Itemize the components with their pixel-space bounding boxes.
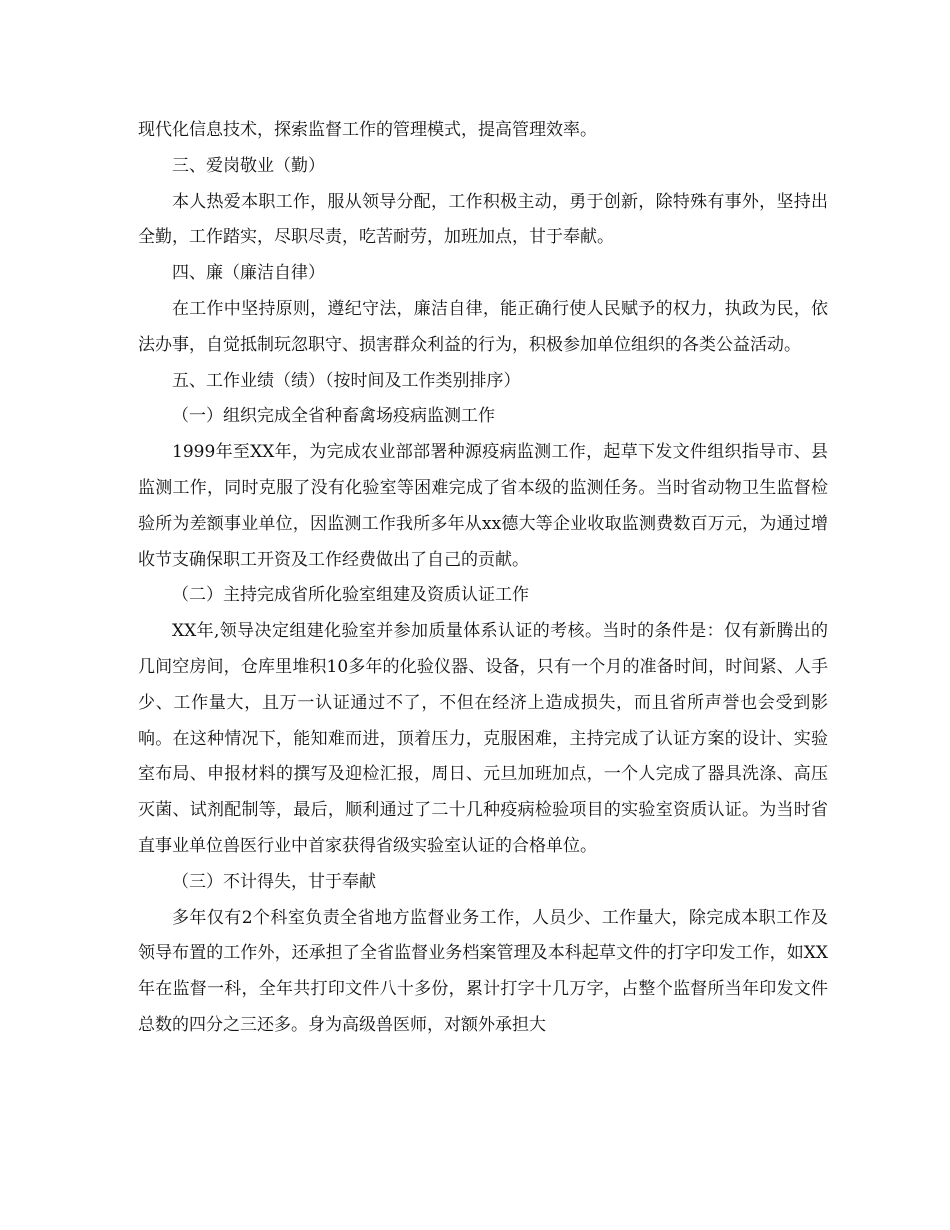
- paragraph-monitoring: 1999年至XX年，为完成农业部部署种源疫病监测工作，起草下发文件组织指导市、县监测工作，同时克服了没有化验室等困难完成了省本级的监测任务。当时省动物卫生监督检验所为差额事业单位，因监测工作我所多年从xx德大等企业收取监测费数百万元，为通过增收节支确保职工开资及工作经费做出了自己的贡献。: [138, 442, 828, 570]
- paragraph-continuation: 现代化信息技术，探索监督工作的管理模式，提高管理效率。: [138, 120, 597, 140]
- paragraph-integrity: 在工作中坚持原则，遵纪守法，廉洁自律，能正确行使人民赋予的权力，执政为民，依法办事，自觉抵制玩忽职守、损害群众利益的行为，积极参加单位组织的各类公益活动。: [138, 298, 828, 355]
- subheading-dedication: （三）不计得失，甘于奉献: [172, 871, 376, 892]
- document-body: [138, 113, 828, 1044]
- paragraph-diligence: 本人热爱本职工作，服从领导分配，工作积极主动，勇于创新，除特殊有事外，坚持出全勤，工作踏实，尽职尽责，吃苦耐劳，加班加点，甘于奉献。: [138, 191, 828, 248]
- subheading-laboratory: （二）主持完成省所化验室组建及资质认证工作: [172, 585, 529, 606]
- paragraph-laboratory: XX年,领导决定组建化验室并参加质量体系认证的考核。当时的条件是：仅有新腾出的几间空房间，仓库里堆积10多年的化验仪器、设备，只有一个月的准备时间，时间紧、人手少、工作量大，且万一认证通过不了，不但在经济上造成损失，而且省所声誉也会受到影响。在这种情况下，能知难而进，顶着压力，克服困难，主持完成了认证方案的设计、实验室布局、申报材料的撰写及迎检汇报，周日、元旦加班加点，一个人完成了器具洗涤、高压灭菌、试剂配制等，最后，顺利通过了二十几种疫病检验项目的实验室资质认证。为当时省直事业单位兽医行业中首家获得省级实验室认证的合格单位。: [138, 621, 828, 856]
- section-heading-diligence: 三、爱岗敬业（勤）: [172, 155, 325, 176]
- section-heading-achievements: 五、工作业绩（绩）（按时间及工作类别排序）: [172, 370, 521, 391]
- subheading-monitoring: （一）组织完成全省种畜禽场疫病监测工作: [172, 406, 495, 427]
- paragraph-dedication: 多年仅有2个科室负责全省地方监督业务工作，人员少、工作量大，除完成本职工作及领导布置的工作外，还承担了全省监督业务档案管理及本科起草文件的打字印发工作，如XX年在监督一科，全年共打印文件八十多份，累计打字十几万字，占整个监督所当年印发文件总数的四分之三还多。身为高级兽医师，对额外承担大: [138, 907, 828, 1035]
- section-heading-integrity: 四、廉（廉洁自律）: [172, 263, 325, 284]
